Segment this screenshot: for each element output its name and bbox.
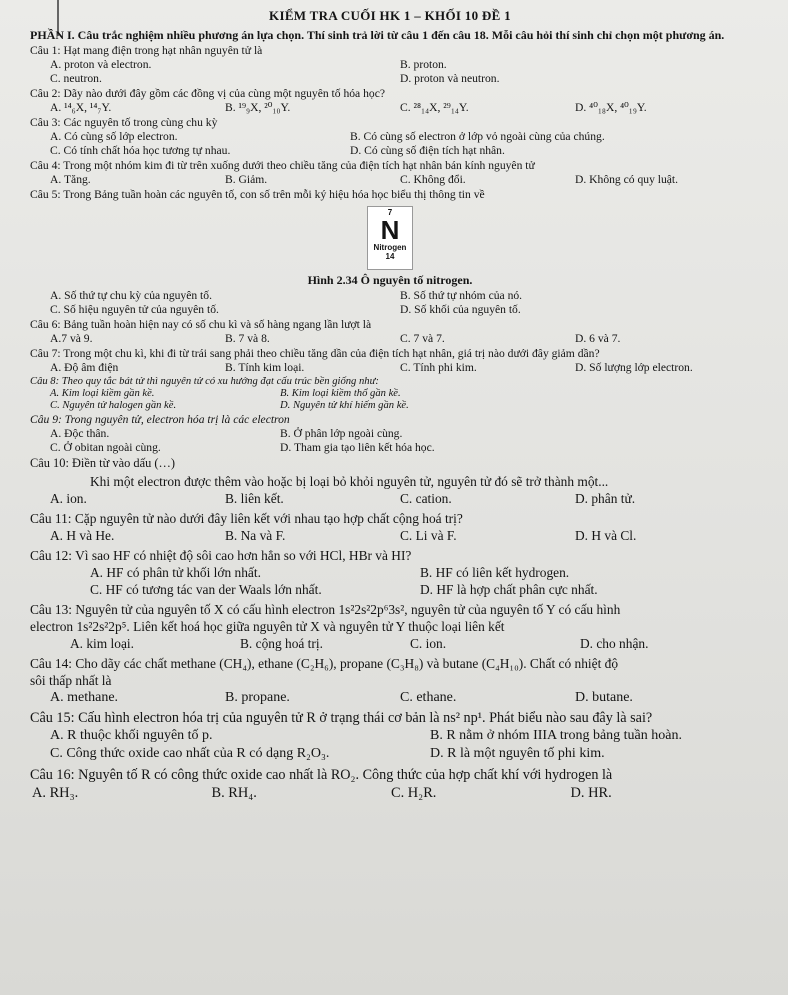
option-c: C. ion. [410, 636, 447, 651]
option-c: C. Li và F. [400, 528, 457, 543]
option-d: D. H và Cl. [575, 528, 637, 543]
option-b: B. Giảm. [225, 173, 268, 186]
option-c: C. 7 và 7. [400, 332, 445, 345]
question-13-continued: electron 1s²2s²2p⁵. Liên kết hoá học giữa nguyên tử X và nguyên tử Y thuộc loại liên kết [30, 619, 505, 634]
option-a: A. kim loại. [70, 636, 134, 651]
option-d: D. Số lượng lớp electron. [575, 361, 693, 374]
option-d: D. Không có quy luật. [575, 173, 679, 186]
option-b: B. Ở phân lớp ngoài cùng. [280, 427, 403, 440]
atomic-mass: 14 [385, 252, 395, 261]
option-b: B. HF có liên kết hydrogen. [420, 565, 570, 580]
option-d: D. proton và neutron. [400, 72, 500, 85]
question-14-options [30, 689, 750, 706]
option-c: C. Ở obitan ngoài cùng. [50, 441, 161, 454]
question-8: Câu 8: Theo quy tắc bát tử thì nguyên tử có xu hướng đạt cấu trúc bền giống như: [30, 376, 379, 387]
option-a: A. proton và electron. [50, 58, 152, 71]
nitrogen-element-box [367, 206, 413, 270]
option-d: D. HF là hợp chất phân cực nhất. [420, 582, 598, 597]
option-d: D. Nguyên tử khí hiếm gần kề. [280, 400, 409, 411]
option-d: D. ⁴⁰₁₈X, ⁴⁰₁₉Y. [575, 101, 647, 114]
option-c: C. neutron. [50, 72, 102, 85]
question-13-options [30, 635, 750, 652]
option-a: A. Có cùng số lớp electron. [50, 130, 178, 143]
option-a: A. R thuộc khối nguyên tố p. [50, 728, 213, 743]
question-16: Câu 16: Nguyên tố R có công thức oxide cao nhất là RO₂. Công thức của hợp chất khí với hydrogen là [30, 767, 613, 783]
question-3-options [30, 130, 750, 158]
option-a: A.7 và 9. [50, 332, 93, 345]
option-a: A. ion. [50, 491, 87, 506]
question-10: Câu 10: Điền từ vào dấu (…) [30, 456, 176, 470]
option-d: D. 6 và 7. [575, 332, 621, 345]
option-d: D. Số khối của nguyên tố. [400, 303, 521, 316]
option-d: D. Tham gia tạo liên kết hóa học. [280, 441, 435, 454]
question-5: Câu 5: Trong Bảng tuần hoàn các nguyên tố, con số trên mỗi ký hiệu hóa học biểu thị thông tin về [30, 188, 485, 201]
question-8-options [30, 388, 750, 412]
option-a: A. Độ âm điện [50, 361, 119, 374]
option-d: D. Có cùng số điện tích hạt nhân. [350, 144, 505, 157]
option-a: A. H và He. [50, 528, 115, 543]
figure-caption: Hình 2.34 Ô nguyên tố nitrogen. [307, 273, 473, 287]
option-b: B. 7 và 8. [225, 332, 270, 345]
option-c: C. Công thức oxide cao nhất của R có dạng R₂O₃. [50, 746, 330, 761]
option-b: B. Số thứ tự nhóm của nó. [400, 289, 523, 302]
option-c: C. Không đổi. [400, 173, 466, 186]
question-4-options [30, 173, 750, 187]
option-b: B. propane. [225, 690, 290, 705]
option-b: B. R nằm ở nhóm IIIA trong bảng tuần hoàn. [430, 728, 682, 743]
option-c: C. cation. [400, 491, 452, 506]
question-14-continued: sôi thấp nhất là [30, 673, 112, 688]
option-d: D. butane. [575, 690, 633, 705]
option-c: C. ethane. [400, 690, 457, 705]
question-7: Câu 7: Trong một chu kì, khi đi từ trái sang phải theo chiều tăng dần của điện tích hạt nhân, giá trị nào dưới đây giảm dần? [30, 347, 600, 360]
element-symbol: N [380, 215, 400, 245]
question-11: Câu 11: Cặp nguyên tử nào dưới đây liên kết với nhau tạo hợp chất cộng hoá trị? [30, 511, 463, 526]
option-a: A. Số thứ tự chu kỳ của nguyên tố. [50, 289, 212, 302]
option-c: C. Có tính chất hóa học tương tự nhau. [50, 144, 231, 157]
question-6: Câu 6: Bảng tuần hoàn hiện nay có số chu kì và số hàng ngang lần lượt là [30, 318, 372, 331]
question-14: Câu 14: Cho dãy các chất methane (CH₄), ethane (C₂H₆), propane (C₃H₈) và butane (C₄H₁₀). Chất có nhiệt độ [30, 656, 619, 671]
option-b: B. liên kết. [225, 491, 284, 506]
option-a: A. RH₃. [32, 785, 79, 801]
option-b: B. RH₄. [211, 785, 257, 801]
option-c: C. Nguyên tử halogen gần kề. [50, 400, 177, 411]
question-13: Câu 13: Nguyên tử của nguyên tố X có cấu hình electron 1s²2s²2p⁶3s², nguyên tử của nguyên tố Y có cấu hình [30, 602, 621, 617]
option-c: C. Số hiệu nguyên tử của nguyên tố. [50, 303, 219, 316]
option-b: B. Tính kim loại. [225, 361, 305, 374]
option-a: A. Tăng. [50, 173, 91, 186]
question-11-options [30, 527, 750, 544]
question-2: Câu 2: Dãy nào dưới đây gồm các đồng vị của cùng một nguyên tố hóa học? [30, 87, 385, 100]
option-d: D. R là một nguyên tố phi kim. [430, 746, 605, 761]
option-d: D. cho nhận. [580, 636, 649, 651]
option-b: B. Kim loại kiềm thổ gần kề. [280, 388, 401, 399]
exam-content [30, 8, 750, 802]
question-1-options [30, 58, 750, 86]
question-9: Câu 9: Trong nguyên tử, electron hóa trị là các electron [30, 413, 290, 426]
option-b: B. Na và F. [225, 528, 286, 543]
question-9-options [30, 427, 750, 455]
section-intro: PHẦN I. Câu trắc nghiệm nhiều phương án lựa chọn. Thí sinh trả lời từ câu 1 đến câu 18. Mỗi câu hỏi thí sinh chỉ chọn một phương án. [30, 28, 725, 42]
option-c: C. ²⁸₁₄X, ²⁹₁₄Y. [400, 101, 469, 114]
option-c: C. Tính phi kim. [400, 361, 477, 374]
exam-title: KIỂM TRA CUỐI HK 1 – KHỐI 10 ĐỀ 1 [269, 8, 511, 23]
option-c: C. HF có tương tác van der Waals lớn nhất. [90, 582, 322, 597]
option-c: C. H₂R. [391, 785, 437, 801]
question-7-options [30, 361, 750, 375]
question-5-options [30, 289, 750, 317]
question-16-options [30, 784, 750, 802]
question-6-options [30, 332, 750, 346]
question-4: Câu 4: Trong một nhóm kim đi từ trên xuống dưới theo chiều tăng của điện tích hạt nhân bán kính nguyên tử [30, 159, 535, 172]
option-b: B. proton. [400, 58, 447, 71]
question-1: Câu 1: Hạt mang điện trong hạt nhân nguyên tử là [30, 44, 263, 57]
option-b: B. cộng hoá trị. [240, 636, 323, 651]
option-a: A. Kim loại kiềm gần kề. [50, 388, 155, 399]
question-3: Câu 3: Các nguyên tố trong cùng chu kỳ [30, 116, 218, 129]
question-15: Câu 15: Cấu hình electron hóa trị của nguyên tử R ở trạng thái cơ bản là ns² np¹. Phát biểu nào sau đây là sai? [30, 710, 653, 726]
nitrogen-figure [30, 206, 750, 288]
question-12-options [30, 564, 750, 598]
large-print-section [30, 473, 750, 802]
option-d: D. phân tử. [575, 491, 636, 506]
question-2-options [30, 101, 750, 115]
option-a: A. Độc thân. [50, 427, 110, 440]
question-12: Câu 12: Vì sao HF có nhiệt độ sôi cao hơn hẳn so với HCl, HBr và HI? [30, 548, 412, 563]
atomic-number: 7 [387, 208, 393, 217]
element-name: Nitrogen [373, 243, 407, 252]
option-b: B. ¹⁹₉X, ²⁰₁₀Y. [225, 101, 291, 114]
option-a: A. ¹⁴₆X, ¹⁴₇Y. [50, 101, 112, 114]
question-10-options [30, 490, 750, 507]
question-15-options [30, 727, 750, 763]
option-a: A. methane. [50, 690, 119, 705]
option-d: D. HR. [570, 785, 612, 801]
question-10-text: Khi một electron được thêm vào hoặc bị loại bỏ khỏi nguyên tử, nguyên tử đó sẽ trở thành một... [90, 474, 609, 489]
option-a: A. HF có phân tử khối lớn nhất. [90, 565, 261, 580]
option-b: B. Có cùng số electron ở lớp vỏ ngoài cùng của chúng. [350, 130, 605, 143]
